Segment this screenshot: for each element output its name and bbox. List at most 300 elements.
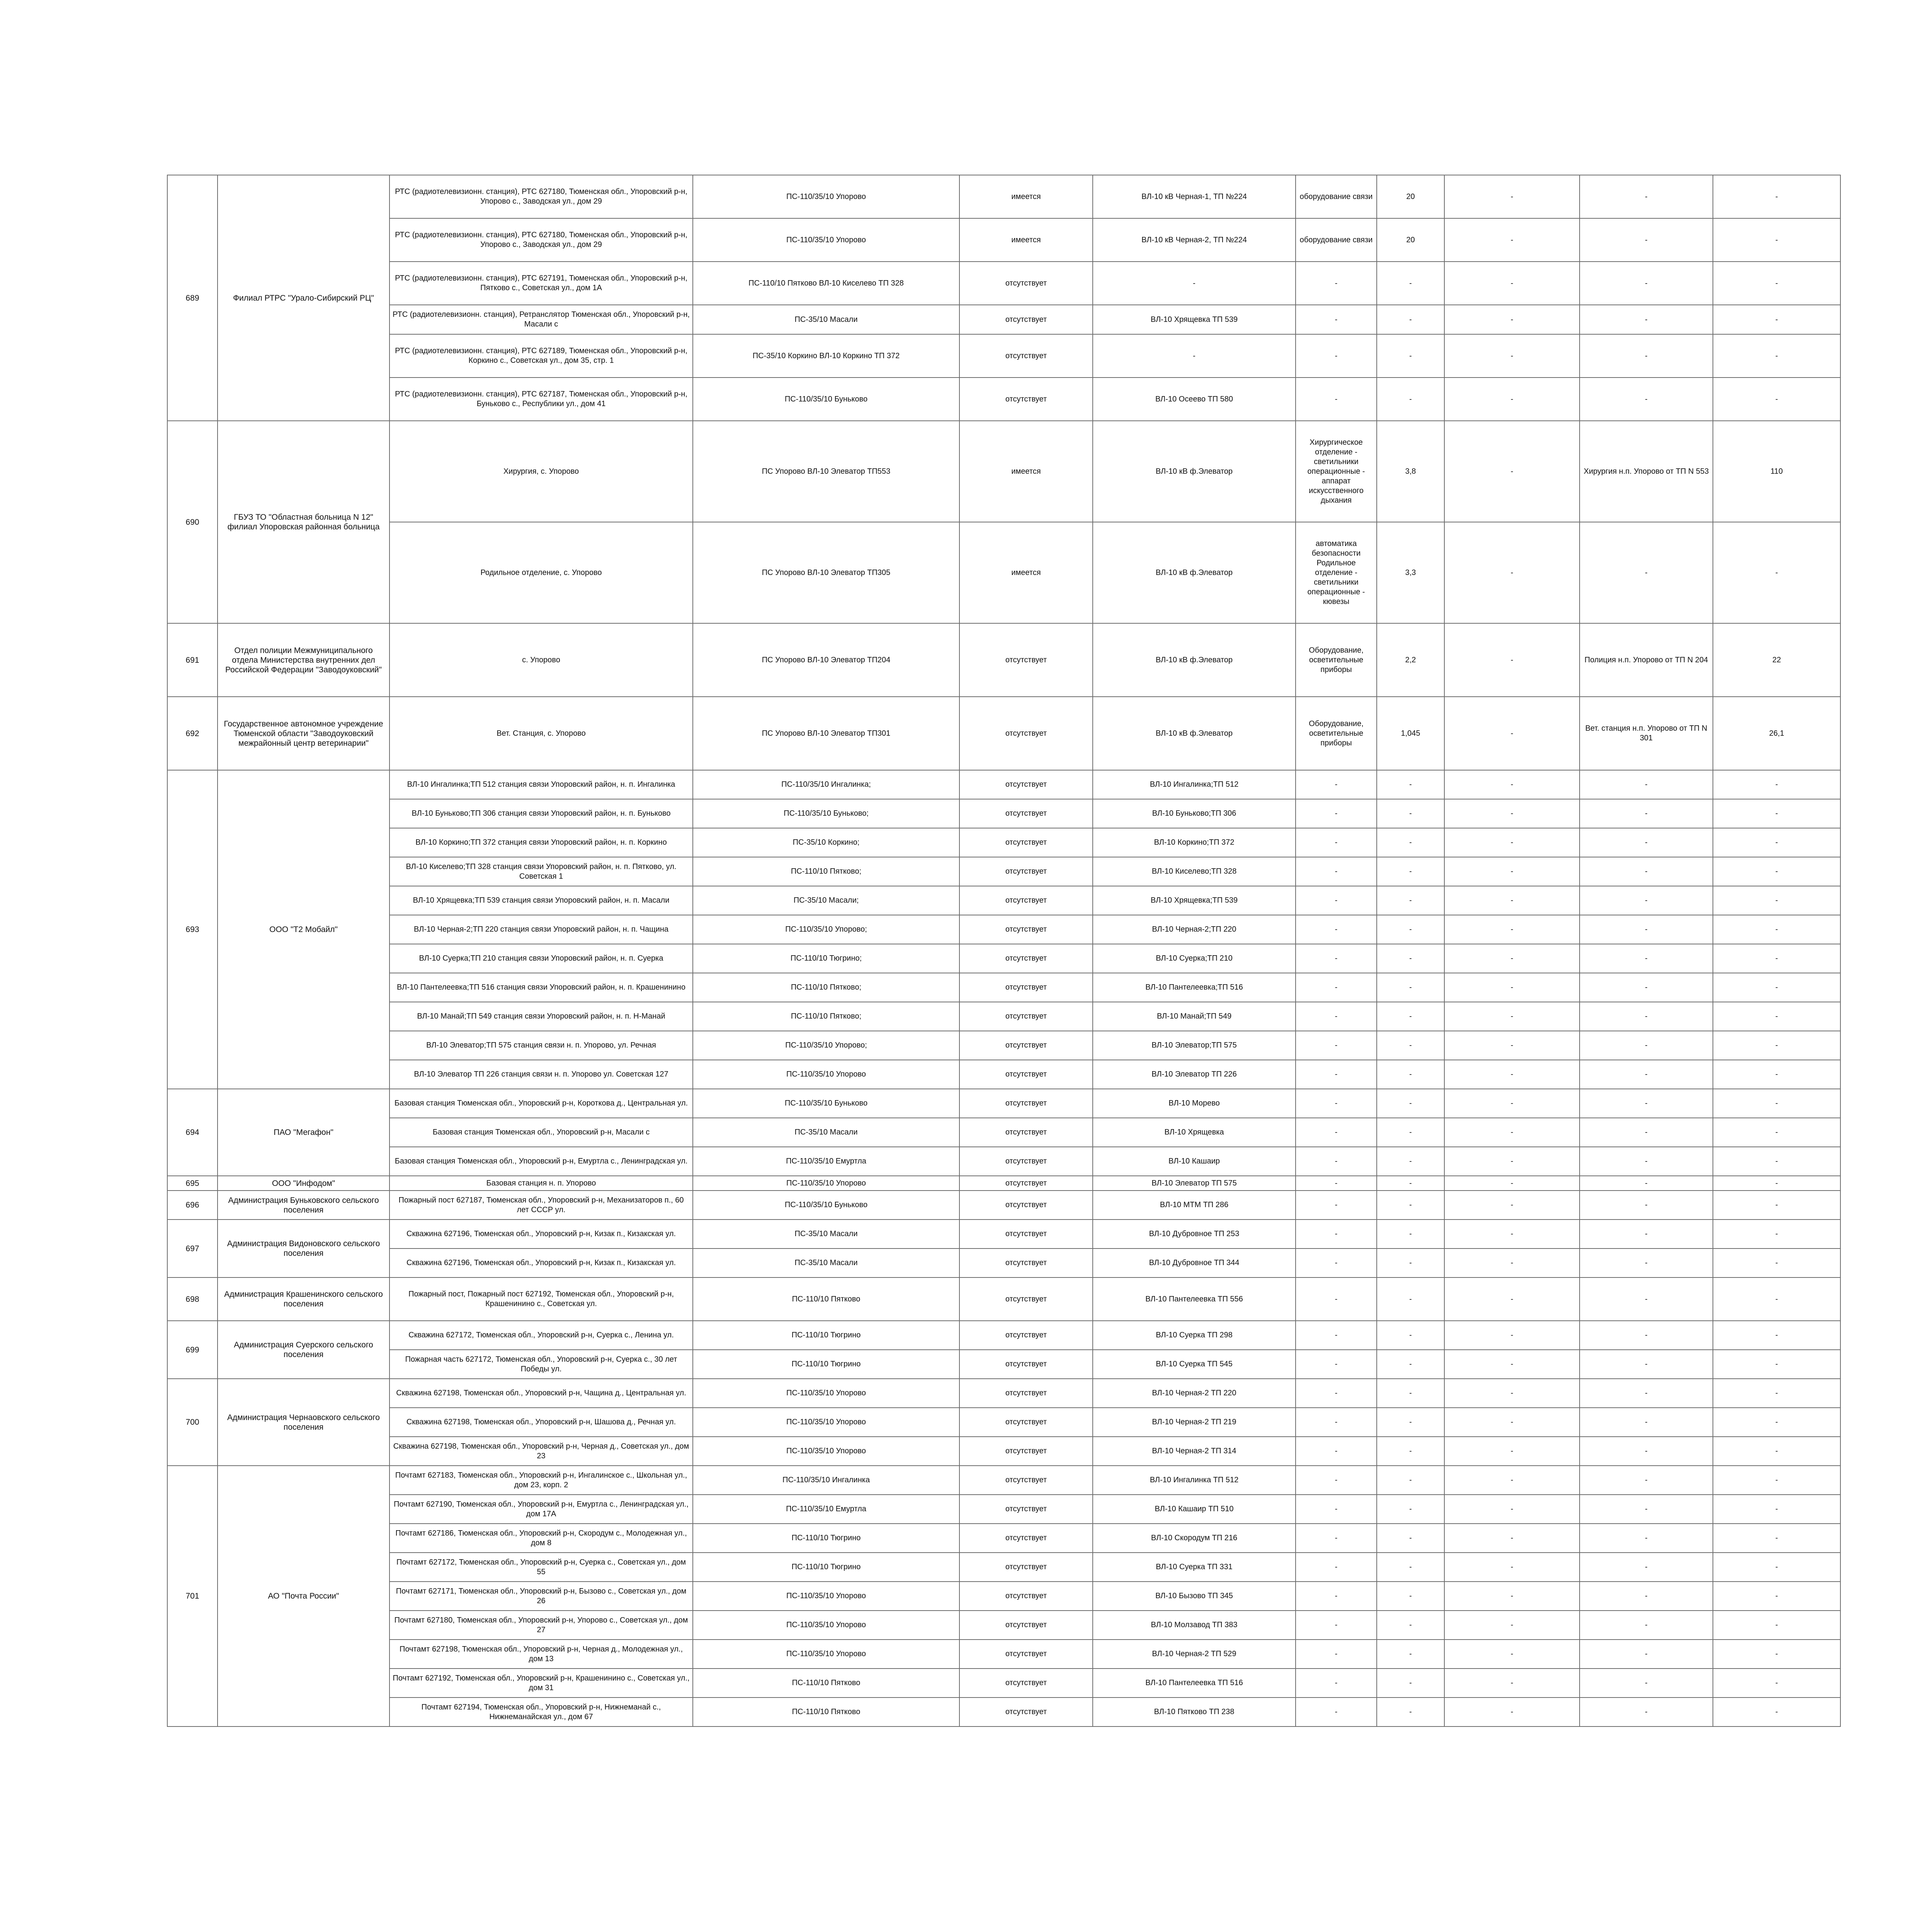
substation-cell: ПС-35/10 Масали — [693, 305, 959, 334]
table-row — [167, 262, 1840, 305]
col7-cell: - — [1444, 1277, 1580, 1321]
feeder-cell: ВЛ-10 Молзавод ТП 383 — [1093, 1611, 1296, 1640]
col9-cell: - — [1713, 770, 1840, 799]
col9-cell: - — [1713, 1379, 1840, 1408]
load_kw-cell: - — [1377, 1408, 1444, 1437]
table-row — [167, 857, 1840, 886]
reserve_source-cell: имеется — [959, 175, 1093, 218]
address-cell: ВЛ-10 Элеватор ТП 226 станция связи н. п. Упорово ул. Советская 127 — [389, 1060, 693, 1089]
substation-cell: ПС-110/10 Тюгрино — [693, 1350, 959, 1379]
col8-cell: - — [1580, 1408, 1713, 1437]
col8-cell: - — [1580, 1437, 1713, 1466]
reserve_source-cell: отсутствует — [959, 697, 1093, 770]
reserve_source-cell: отсутствует — [959, 1031, 1093, 1060]
table-row — [167, 1669, 1840, 1698]
substation-cell: ПС-110/10 Пятково; — [693, 857, 959, 886]
col8-cell: - — [1580, 175, 1713, 218]
row-number-cell: 693 — [167, 770, 218, 1089]
col9-cell: - — [1713, 1408, 1840, 1437]
load_kw-cell: - — [1377, 1147, 1444, 1176]
table-row — [167, 1176, 1840, 1191]
substation-cell: ПС-110/35/10 Упорово; — [693, 915, 959, 944]
reserve_source-cell: отсутствует — [959, 378, 1093, 421]
reserve_source-cell: отсутствует — [959, 1669, 1093, 1698]
address-cell: Базовая станция Тюменская обл., Упоровский р-н, Масали с — [389, 1118, 693, 1147]
col9-cell: - — [1713, 378, 1840, 421]
address-cell: ВЛ-10 Пантелеевка;ТП 516 станция связи Упоровский район, н. п. Крашенинино — [389, 973, 693, 1002]
equipment-cell: - — [1296, 1220, 1377, 1249]
organization-cell: Администрация Чернаовского сельского поселения — [218, 1379, 389, 1466]
feeder-cell: ВЛ-10 Суерка ТП 545 — [1093, 1350, 1296, 1379]
table-row — [167, 1553, 1840, 1582]
reserve_source-cell: отсутствует — [959, 1582, 1093, 1611]
col9-cell: - — [1713, 799, 1840, 828]
equipment-cell: - — [1296, 915, 1377, 944]
reserve_source-cell: отсутствует — [959, 1002, 1093, 1031]
col9-cell: - — [1713, 1277, 1840, 1321]
col8-cell: - — [1580, 1002, 1713, 1031]
col9-cell: - — [1713, 334, 1840, 378]
col8-cell: - — [1580, 1249, 1713, 1277]
col8-cell: Вет. станция н.п. Упорово от ТП N 301 — [1580, 697, 1713, 770]
table-row — [167, 1118, 1840, 1147]
table-row — [167, 770, 1840, 799]
address-cell: Базовая станция Тюменская обл., Упоровский р-н, Емуртла с., Ленинградская ул. — [389, 1147, 693, 1176]
equipment-cell: - — [1296, 1669, 1377, 1698]
col7-cell: - — [1444, 1321, 1580, 1350]
load_kw-cell: - — [1377, 944, 1444, 973]
equipment-cell: - — [1296, 1249, 1377, 1277]
feeder-cell: ВЛ-10 Хрящевка;ТП 539 — [1093, 886, 1296, 915]
load_kw-cell: - — [1377, 262, 1444, 305]
col7-cell: - — [1444, 1466, 1580, 1495]
table-row — [167, 522, 1840, 623]
load_kw-cell: - — [1377, 799, 1444, 828]
col9-cell: - — [1713, 522, 1840, 623]
col7-cell: - — [1444, 1089, 1580, 1118]
substation-cell: ПС-110/35/10 Буньково; — [693, 799, 959, 828]
load_kw-cell: - — [1377, 973, 1444, 1002]
col9-cell: - — [1713, 915, 1840, 944]
organization-cell: ПАО "Мегафон" — [218, 1089, 389, 1176]
col7-cell: - — [1444, 1118, 1580, 1147]
reserve_source-cell: отсутствует — [959, 1321, 1093, 1350]
substation-cell: ПС-110/35/10 Упорово — [693, 1611, 959, 1640]
equipment-cell: Оборудование, осветительные приборы — [1296, 697, 1377, 770]
col7-cell: - — [1444, 697, 1580, 770]
col8-cell: Полиция н.п. Упорово от ТП N 204 — [1580, 623, 1713, 697]
feeder-cell: ВЛ-10 Суерка;ТП 210 — [1093, 944, 1296, 973]
substation-cell: ПС-35/10 Коркино; — [693, 828, 959, 857]
col7-cell: - — [1444, 522, 1580, 623]
equipment-cell: - — [1296, 1379, 1377, 1408]
substation-cell: ПС-110/35/10 Упорово — [693, 1640, 959, 1669]
table-row — [167, 1379, 1840, 1408]
equipment-cell: - — [1296, 378, 1377, 421]
load_kw-cell: - — [1377, 1466, 1444, 1495]
equipment-cell: - — [1296, 1524, 1377, 1553]
col8-cell: - — [1580, 1031, 1713, 1060]
address-cell: Родильное отделение, с. Упорово — [389, 522, 693, 623]
feeder-cell: ВЛ-10 Хрящевка ТП 539 — [1093, 305, 1296, 334]
table-row — [167, 175, 1840, 218]
equipment-cell: автоматика безопасности Родильное отделение - светильники операционные - кювезы — [1296, 522, 1377, 623]
table-row — [167, 915, 1840, 944]
equipment-cell: - — [1296, 973, 1377, 1002]
load_kw-cell: - — [1377, 1191, 1444, 1220]
reserve_source-cell: имеется — [959, 522, 1093, 623]
col8-cell: - — [1580, 1466, 1713, 1495]
col7-cell: - — [1444, 1611, 1580, 1640]
load_kw-cell: - — [1377, 334, 1444, 378]
data-table — [167, 175, 1841, 1727]
address-cell: РТС (радиотелевизионн. станция), РТС 627180, Тюменская обл., Упоровский р-н, Упорово с., Заводская ул., дом 29 — [389, 175, 693, 218]
col8-cell: - — [1580, 305, 1713, 334]
col8-cell: - — [1580, 1582, 1713, 1611]
col7-cell: - — [1444, 1582, 1580, 1611]
substation-cell: ПС-110/35/10 Упорово; — [693, 1031, 959, 1060]
table-row — [167, 1640, 1840, 1669]
col7-cell: - — [1444, 1147, 1580, 1176]
equipment-cell: - — [1296, 1031, 1377, 1060]
reserve_source-cell: отсутствует — [959, 886, 1093, 915]
reserve_source-cell: отсутствует — [959, 1060, 1093, 1089]
substation-cell: ПС-110/10 Тюгрино; — [693, 944, 959, 973]
address-cell: Скважина 627198, Тюменская обл., Упоровский р-н, Черная д., Советская ул., дом 23 — [389, 1437, 693, 1466]
col9-cell: - — [1713, 1118, 1840, 1147]
table-row — [167, 421, 1840, 522]
load_kw-cell: - — [1377, 886, 1444, 915]
address-cell: с. Упорово — [389, 623, 693, 697]
reserve_source-cell: отсутствует — [959, 799, 1093, 828]
equipment-cell: - — [1296, 1495, 1377, 1524]
feeder-cell: ВЛ-10 Ингалинка;ТП 512 — [1093, 770, 1296, 799]
feeder-cell: ВЛ-10 Пантелеевка;ТП 516 — [1093, 973, 1296, 1002]
row-number-cell: 698 — [167, 1277, 218, 1321]
row-number-cell: 695 — [167, 1176, 218, 1191]
feeder-cell: ВЛ-10 Скородум ТП 216 — [1093, 1524, 1296, 1553]
row-number-cell: 697 — [167, 1220, 218, 1277]
address-cell: Базовая станция н. п. Упорово — [389, 1176, 693, 1191]
address-cell: РТС (радиотелевизионн. станция), РТС 627189, Тюменская обл., Упоровский р-н, Коркино с., Советская ул., дом 35, стр. 1 — [389, 334, 693, 378]
table-row — [167, 1495, 1840, 1524]
load_kw-cell: - — [1377, 1379, 1444, 1408]
col8-cell: - — [1580, 1640, 1713, 1669]
row-number-cell: 691 — [167, 623, 218, 697]
load_kw-cell: - — [1377, 1220, 1444, 1249]
col8-cell: - — [1580, 1669, 1713, 1698]
reserve_source-cell: отсутствует — [959, 1495, 1093, 1524]
feeder-cell: ВЛ-10 Элеватор ТП 226 — [1093, 1060, 1296, 1089]
row-number-cell: 696 — [167, 1191, 218, 1220]
substation-cell: ПС-35/10 Масали — [693, 1118, 959, 1147]
substation-cell: ПС-110/35/10 Упорово — [693, 175, 959, 218]
feeder-cell: ВЛ-10 Черная-2 ТП 220 — [1093, 1379, 1296, 1408]
reserve_source-cell: отсутствует — [959, 1118, 1093, 1147]
table-row — [167, 1582, 1840, 1611]
organization-cell: Администрация Видоновского сельского поселения — [218, 1220, 389, 1277]
load_kw-cell: - — [1377, 1321, 1444, 1350]
address-cell: РТС (радиотелевизионн. станция), РТС 627191, Тюменская обл., Упоровский р-н, Пятково с., Советская ул., дом 1А — [389, 262, 693, 305]
table-row — [167, 1466, 1840, 1495]
col8-cell: - — [1580, 799, 1713, 828]
col8-cell: - — [1580, 770, 1713, 799]
col8-cell: - — [1580, 1089, 1713, 1118]
col9-cell: - — [1713, 1249, 1840, 1277]
feeder-cell: ВЛ-10 Ингалинка ТП 512 — [1093, 1466, 1296, 1495]
feeder-cell: ВЛ-10 Пятково ТП 238 — [1093, 1698, 1296, 1726]
col9-cell: - — [1713, 218, 1840, 262]
col7-cell: - — [1444, 1495, 1580, 1524]
substation-cell: ПС-110/35/10 Ингалинка; — [693, 770, 959, 799]
col9-cell: - — [1713, 1060, 1840, 1089]
load_kw-cell: - — [1377, 1611, 1444, 1640]
substation-cell: ПС-110/35/10 Буньково — [693, 378, 959, 421]
address-cell: Пожарный пост 627187, Тюменская обл., Упоровский р-н, Механизаторов п., 60 лет СССР ул. — [389, 1191, 693, 1220]
feeder-cell: - — [1093, 262, 1296, 305]
table-row — [167, 1350, 1840, 1379]
col9-cell: - — [1713, 175, 1840, 218]
substation-cell: ПС-110/10 Пятково; — [693, 1002, 959, 1031]
address-cell: ВЛ-10 Черная-2;ТП 220 станция связи Упоровский район, н. п. Чащина — [389, 915, 693, 944]
feeder-cell: ВЛ-10 Дубровное ТП 253 — [1093, 1220, 1296, 1249]
row-number-cell: 690 — [167, 421, 218, 623]
address-cell: Скважина 627196, Тюменская обл., Упоровский р-н, Кизак п., Кизакская ул. — [389, 1249, 693, 1277]
reserve_source-cell: отсутствует — [959, 1277, 1093, 1321]
table-row — [167, 378, 1840, 421]
col7-cell: - — [1444, 421, 1580, 522]
col9-cell: - — [1713, 1191, 1840, 1220]
equipment-cell: - — [1296, 1089, 1377, 1118]
reserve_source-cell: имеется — [959, 421, 1093, 522]
table-row — [167, 1277, 1840, 1321]
feeder-cell: ВЛ-10 Суерка ТП 331 — [1093, 1553, 1296, 1582]
feeder-cell: ВЛ-10 кВ ф.Элеватор — [1093, 522, 1296, 623]
reserve_source-cell: отсутствует — [959, 1089, 1093, 1118]
feeder-cell: ВЛ-10 Пантелеевка ТП 516 — [1093, 1669, 1296, 1698]
substation-cell: ПС-110/10 Тюгрино — [693, 1553, 959, 1582]
equipment-cell: - — [1296, 1191, 1377, 1220]
table-row — [167, 944, 1840, 973]
row-number-cell: 700 — [167, 1379, 218, 1466]
equipment-cell: - — [1296, 1408, 1377, 1437]
col9-cell: - — [1713, 1466, 1840, 1495]
table-row — [167, 623, 1840, 697]
equipment-cell: - — [1296, 305, 1377, 334]
table-row — [167, 334, 1840, 378]
col9-cell: - — [1713, 1176, 1840, 1191]
address-cell: ВЛ-10 Буньково;ТП 306 станция связи Упоровский район, н. п. Буньково — [389, 799, 693, 828]
col7-cell: - — [1444, 886, 1580, 915]
equipment-cell: оборудование связи — [1296, 218, 1377, 262]
address-cell: Почтамт 627192, Тюменская обл., Упоровский р-н, Крашенинино с., Советская ул., дом 31 — [389, 1669, 693, 1698]
substation-cell: ПС-110/35/10 Упорово — [693, 1379, 959, 1408]
col7-cell: - — [1444, 973, 1580, 1002]
col9-cell: - — [1713, 973, 1840, 1002]
col7-cell: - — [1444, 1640, 1580, 1669]
col7-cell: - — [1444, 1437, 1580, 1466]
address-cell: Скважина 627198, Тюменская обл., Упоровский р-н, Шашова д., Речная ул. — [389, 1408, 693, 1437]
load_kw-cell: - — [1377, 1002, 1444, 1031]
substation-cell: ПС-110/35/10 Упорово — [693, 1582, 959, 1611]
address-cell: РТС (радиотелевизионн. станция), РТС 627187, Тюменская обл., Упоровский р-н, Буньково с., Республики ул., дом 41 — [389, 378, 693, 421]
col9-cell: - — [1713, 857, 1840, 886]
col9-cell: - — [1713, 1220, 1840, 1249]
table-row — [167, 1249, 1840, 1277]
load_kw-cell: - — [1377, 770, 1444, 799]
substation-cell: ПС-110/35/10 Упорово — [693, 1060, 959, 1089]
equipment-cell: Хирургическое отделение - светильники операционные - аппарат искусственного дыхания — [1296, 421, 1377, 522]
feeder-cell: - — [1093, 334, 1296, 378]
feeder-cell: ВЛ-10 Коркино;ТП 372 — [1093, 828, 1296, 857]
col9-cell: - — [1713, 1031, 1840, 1060]
col8-cell: - — [1580, 973, 1713, 1002]
col9-cell: 22 — [1713, 623, 1840, 697]
address-cell: Почтамт 627186, Тюменская обл., Упоровский р-н, Скородум с., Молодежная ул., дом 8 — [389, 1524, 693, 1553]
table-row — [167, 1698, 1840, 1726]
load_kw-cell: - — [1377, 828, 1444, 857]
col9-cell: - — [1713, 1147, 1840, 1176]
reserve_source-cell: отсутствует — [959, 334, 1093, 378]
table-row — [167, 1147, 1840, 1176]
equipment-cell: - — [1296, 1553, 1377, 1582]
col7-cell: - — [1444, 1524, 1580, 1553]
substation-cell: ПС-110/10 Пятково ВЛ-10 Киселево ТП 328 — [693, 262, 959, 305]
substation-cell: ПС Упорово ВЛ-10 Элеватор ТП301 — [693, 697, 959, 770]
col9-cell: - — [1713, 1553, 1840, 1582]
address-cell: РТС (радиотелевизионн. станция), Ретранслятор Тюменская обл., Упоровский р-н, Масали с — [389, 305, 693, 334]
feeder-cell: ВЛ-10 Хрящевка — [1093, 1118, 1296, 1147]
equipment-cell: - — [1296, 1466, 1377, 1495]
reserve_source-cell: отсутствует — [959, 770, 1093, 799]
col7-cell: - — [1444, 799, 1580, 828]
reserve_source-cell: отсутствует — [959, 1220, 1093, 1249]
col7-cell: - — [1444, 1031, 1580, 1060]
load_kw-cell: - — [1377, 1553, 1444, 1582]
load_kw-cell: 20 — [1377, 175, 1444, 218]
row-number-cell: 689 — [167, 175, 218, 421]
col7-cell: - — [1444, 1379, 1580, 1408]
col8-cell: - — [1580, 378, 1713, 421]
feeder-cell: ВЛ-10 кВ ф.Элеватор — [1093, 421, 1296, 522]
load_kw-cell: - — [1377, 1350, 1444, 1379]
reserve_source-cell: отсутствует — [959, 1437, 1093, 1466]
address-cell: Пожарный пост, Пожарный пост 627192, Тюменская обл., Упоровский р-н, Крашенинино с., Советская ул. — [389, 1277, 693, 1321]
table-row — [167, 305, 1840, 334]
feeder-cell: ВЛ-10 Кашаир ТП 510 — [1093, 1495, 1296, 1524]
col8-cell: - — [1580, 886, 1713, 915]
substation-cell: ПС-110/35/10 Буньково — [693, 1191, 959, 1220]
table-row — [167, 1031, 1840, 1060]
equipment-cell: - — [1296, 770, 1377, 799]
address-cell: Почтамт 627183, Тюменская обл., Упоровский р-н, Ингалинское с., Школьная ул., дом 23, корп. 2 — [389, 1466, 693, 1495]
table-row — [167, 1321, 1840, 1350]
load_kw-cell: - — [1377, 1495, 1444, 1524]
address-cell: ВЛ-10 Хрящевка;ТП 539 станция связи Упоровский район, н. п. Масали — [389, 886, 693, 915]
col8-cell: - — [1580, 1495, 1713, 1524]
col9-cell: - — [1713, 1089, 1840, 1118]
equipment-cell: - — [1296, 1002, 1377, 1031]
reserve_source-cell: отсутствует — [959, 944, 1093, 973]
equipment-cell: - — [1296, 262, 1377, 305]
feeder-cell: ВЛ-10 Суерка ТП 298 — [1093, 1321, 1296, 1350]
table-row — [167, 1060, 1840, 1089]
reserve_source-cell: имеется — [959, 218, 1093, 262]
reserve_source-cell: отсутствует — [959, 1191, 1093, 1220]
col9-cell: - — [1713, 1640, 1840, 1669]
col9-cell: - — [1713, 1002, 1840, 1031]
load_kw-cell: - — [1377, 1249, 1444, 1277]
reserve_source-cell: отсутствует — [959, 1553, 1093, 1582]
feeder-cell: ВЛ-10 Элеватор;ТП 575 — [1093, 1031, 1296, 1060]
col8-cell: - — [1580, 1379, 1713, 1408]
col9-cell: - — [1713, 1524, 1840, 1553]
organization-cell: Отдел полиции Межмуниципального отдела Министерства внутренних дел Российской Федерации "Заводоуковский" — [218, 623, 389, 697]
col7-cell: - — [1444, 828, 1580, 857]
load_kw-cell: - — [1377, 1031, 1444, 1060]
col7-cell: - — [1444, 1060, 1580, 1089]
address-cell: Базовая станция Тюменская обл., Упоровский р-н, Коротковa д., Центральная ул. — [389, 1089, 693, 1118]
col8-cell: - — [1580, 1060, 1713, 1089]
load_kw-cell: - — [1377, 857, 1444, 886]
feeder-cell: ВЛ-10 кВ Черная-1, ТП №224 — [1093, 175, 1296, 218]
col7-cell: - — [1444, 1408, 1580, 1437]
reserve_source-cell: отсутствует — [959, 1249, 1093, 1277]
equipment-cell: - — [1296, 799, 1377, 828]
col8-cell: - — [1580, 1321, 1713, 1350]
equipment-cell: - — [1296, 1060, 1377, 1089]
address-cell: ВЛ-10 Ингалинка;ТП 512 станция связи Упоровский район, н. п. Ингалинка — [389, 770, 693, 799]
table-row — [167, 697, 1840, 770]
col7-cell: - — [1444, 1176, 1580, 1191]
col7-cell: - — [1444, 857, 1580, 886]
col8-cell: - — [1580, 1277, 1713, 1321]
col7-cell: - — [1444, 334, 1580, 378]
table-row — [167, 1611, 1840, 1640]
table-row — [167, 1002, 1840, 1031]
feeder-cell: ВЛ-10 кВ ф.Элеватор — [1093, 697, 1296, 770]
address-cell: Почтамт 627198, Тюменская обл., Упоровский р-н, Черная д., Молодежная ул., дом 13 — [389, 1640, 693, 1669]
organization-cell: АО "Почта России" — [218, 1466, 389, 1726]
col8-cell: - — [1580, 1220, 1713, 1249]
reserve_source-cell: отсутствует — [959, 1379, 1093, 1408]
col8-cell: Хирургия н.п. Упорово от ТП N 553 — [1580, 421, 1713, 522]
col7-cell: - — [1444, 1669, 1580, 1698]
load_kw-cell: 20 — [1377, 218, 1444, 262]
feeder-cell: ВЛ-10 Черная-2 ТП 219 — [1093, 1408, 1296, 1437]
table-row — [167, 218, 1840, 262]
table-row — [167, 1437, 1840, 1466]
feeder-cell: ВЛ-10 Бызово ТП 345 — [1093, 1582, 1296, 1611]
col8-cell: - — [1580, 1524, 1713, 1553]
col8-cell: - — [1580, 1698, 1713, 1726]
equipment-cell: - — [1296, 1176, 1377, 1191]
row-number-cell: 692 — [167, 697, 218, 770]
load_kw-cell: - — [1377, 1582, 1444, 1611]
feeder-cell: ВЛ-10 кВ ф.Элеватор — [1093, 623, 1296, 697]
col8-cell: - — [1580, 1611, 1713, 1640]
col8-cell: - — [1580, 522, 1713, 623]
col7-cell: - — [1444, 1002, 1580, 1031]
reserve_source-cell: отсутствует — [959, 828, 1093, 857]
substation-cell: ПС-35/10 Масали — [693, 1249, 959, 1277]
feeder-cell: ВЛ-10 Черная-2 ТП 529 — [1093, 1640, 1296, 1669]
equipment-cell: - — [1296, 1321, 1377, 1350]
feeder-cell: ВЛ-10 Черная-2;ТП 220 — [1093, 915, 1296, 944]
col8-cell: - — [1580, 1147, 1713, 1176]
col9-cell: - — [1713, 1495, 1840, 1524]
col9-cell: - — [1713, 305, 1840, 334]
